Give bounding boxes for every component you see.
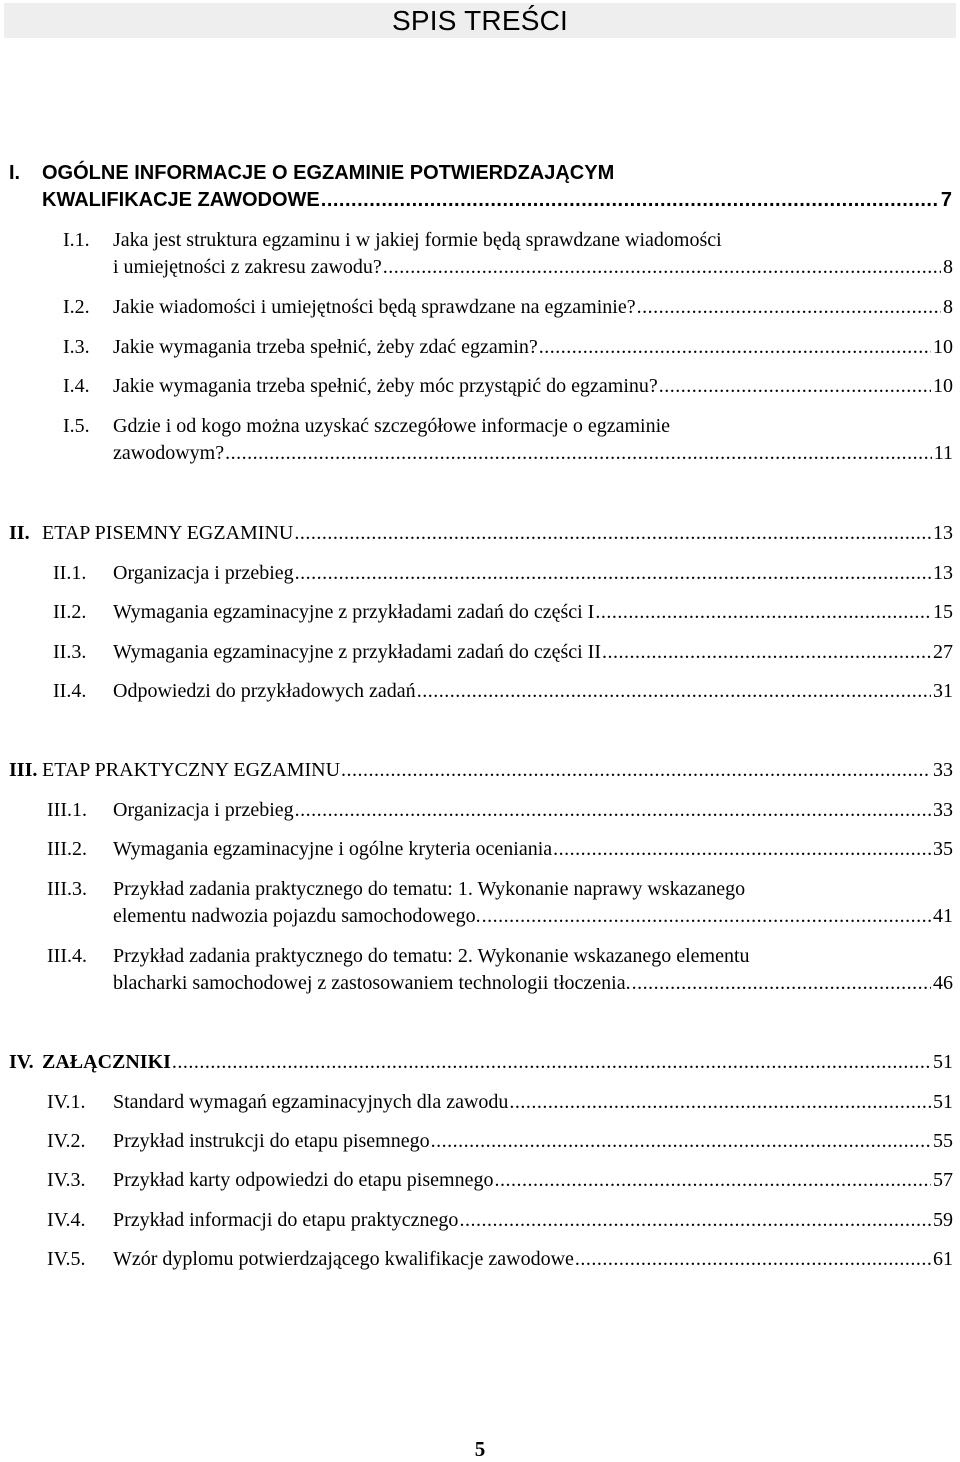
- section-number: IV.: [9, 1051, 34, 1073]
- page-ref: 31: [933, 680, 953, 702]
- entry-number: III.2.: [47, 838, 87, 860]
- entry-number: I.3.: [63, 336, 90, 358]
- section-number: III.: [9, 759, 38, 781]
- toc-entry[interactable]: [113, 1089, 953, 1115]
- page-ref: 57: [933, 1169, 953, 1191]
- entry-title: ETAP PISEMNY EGZAMINU: [42, 522, 294, 544]
- toc-entry-section[interactable]: [42, 757, 953, 783]
- dot-leader: [417, 678, 931, 704]
- entry-title: blacharki samochodowej z zastosowaniem technologii tłoczenia.: [113, 972, 631, 994]
- entry-number: IV.2.: [47, 1130, 86, 1152]
- dot-leader: [431, 1128, 931, 1154]
- entry-number: IV.1.: [47, 1091, 86, 1113]
- toc-entry[interactable]: [113, 639, 953, 665]
- dot-leader: [295, 797, 931, 823]
- page-ref: 15: [933, 601, 953, 623]
- toc-entry[interactable]: [113, 1207, 953, 1233]
- dot-leader: [172, 1049, 931, 1075]
- page-number: 5: [474, 1437, 486, 1461]
- entry-title-line: [113, 943, 953, 969]
- dot-leader: [509, 1089, 931, 1115]
- toc-entry[interactable]: [113, 254, 953, 280]
- entry-number: III.4.: [47, 945, 87, 967]
- page-ref: 27: [933, 641, 953, 663]
- page-ref: 33: [933, 799, 953, 821]
- toc-entry[interactable]: [113, 294, 953, 320]
- entry-number: I.5.: [63, 415, 90, 437]
- entry-title: Przykład zadania praktycznego do tematu: 2. Wykonanie wskazanego elementu: [113, 945, 750, 967]
- page-ref: 51: [933, 1051, 953, 1073]
- dot-leader: [225, 440, 932, 466]
- toc-entry[interactable]: [113, 836, 953, 862]
- entry-title: Przykład informacji do etapu praktycznego: [113, 1209, 459, 1231]
- entry-title: Standard wymagań egzaminacyjnych dla zawodu: [113, 1091, 509, 1113]
- dot-leader: [321, 187, 939, 213]
- entry-title: ZAŁĄCZNIKI: [42, 1051, 171, 1073]
- toc-entry[interactable]: [113, 678, 953, 704]
- entry-title: Gdzie i od kogo można uzyskać szczegółowe informacje o egzaminie: [113, 415, 671, 437]
- dot-leader: [294, 520, 931, 546]
- toc-entry[interactable]: [113, 334, 953, 360]
- entry-title: Organizacja i przebieg: [113, 799, 294, 821]
- entry-title: Wymagania egzaminacyjne i ogólne kryteria oceniania: [113, 838, 553, 860]
- entry-title: Organizacja i przebieg: [113, 562, 294, 584]
- page-ref: 59: [933, 1209, 953, 1231]
- page-ref: 35: [933, 838, 953, 860]
- entry-number: II.2.: [53, 601, 87, 623]
- entry-number: II.3.: [53, 641, 87, 663]
- toc-entry[interactable]: [113, 1167, 953, 1193]
- section-number: I.: [9, 162, 21, 184]
- dot-leader: [575, 1246, 931, 1272]
- page-ref: 7: [940, 189, 952, 211]
- entry-title: Jaka jest struktura egzaminu i w jakiej formie będą sprawdzane wiadomości: [113, 229, 722, 251]
- entry-number: II.1.: [53, 562, 87, 584]
- entry-title: OGÓLNE INFORMACJE O EGZAMINIE POTWIERDZAJĄCYM: [42, 162, 615, 184]
- page-ref: 11: [933, 442, 953, 464]
- entry-number: I.4.: [63, 375, 90, 397]
- page-ref: 8: [943, 256, 953, 278]
- page-ref: 51: [933, 1091, 953, 1113]
- entry-title: elementu nadwozia pojazdu samochodowego.: [113, 905, 481, 927]
- dot-leader: [494, 1167, 931, 1193]
- dot-leader: [637, 294, 941, 320]
- entry-title: Wymagania egzaminacyjne z przykładami zadań do części II: [113, 641, 601, 663]
- page-ref: 8: [943, 296, 953, 318]
- toc-entry-section[interactable]: [42, 187, 952, 213]
- dot-leader: [539, 334, 931, 360]
- entry-title: Jakie wymagania trzeba spełnić, żeby móc przystąpić do egzaminu?: [113, 375, 658, 397]
- entry-number: IV.5.: [47, 1248, 86, 1270]
- toc-entry[interactable]: [113, 1128, 953, 1154]
- entry-title-line: [113, 227, 953, 253]
- entry-title: KWALIFIKACJE ZAWODOWE: [42, 189, 320, 211]
- toc-entry-section[interactable]: [42, 1049, 953, 1075]
- toc-entry[interactable]: [113, 1246, 953, 1272]
- dot-leader: [459, 1207, 931, 1233]
- dot-leader: [341, 757, 931, 783]
- dot-leader: [659, 373, 931, 399]
- entry-number: III.3.: [47, 878, 87, 900]
- page-ref: 41: [933, 905, 953, 927]
- entry-title: Wzór dyplomu potwierdzającego kwalifikacje zawodowe: [113, 1248, 574, 1270]
- toc-entry[interactable]: [113, 440, 953, 466]
- entry-title: i umiejętności z zakresu zawodu?: [113, 256, 382, 278]
- toc-entry[interactable]: [113, 797, 953, 823]
- dot-leader: [295, 560, 931, 586]
- dot-leader: [553, 836, 931, 862]
- entry-title: Przykład karty odpowiedzi do etapu pisemnego: [113, 1169, 494, 1191]
- entry-title-line: [113, 876, 953, 902]
- entry-title: ETAP PRAKTYCZNY EGZAMINU: [42, 759, 341, 781]
- dot-leader: [632, 970, 931, 996]
- entry-number: III.1.: [47, 799, 87, 821]
- dot-leader: [602, 639, 931, 665]
- page-ref: 33: [933, 759, 953, 781]
- toc-entry[interactable]: [113, 970, 953, 996]
- entry-title: Odpowiedzi do przykładowych zadań: [113, 680, 416, 702]
- entry-title-line: [113, 413, 953, 439]
- page-ref: 13: [933, 522, 953, 544]
- entry-title: Jakie wiadomości i umiejętności będą sprawdzane na egzaminie?: [113, 296, 636, 318]
- toc-entry[interactable]: [113, 903, 953, 929]
- title-band: [4, 3, 956, 38]
- dot-leader: [383, 254, 941, 280]
- page-ref: 46: [933, 972, 953, 994]
- section-title-line: [42, 160, 902, 186]
- page-ref: 13: [933, 562, 953, 584]
- dot-leader: [482, 903, 931, 929]
- page-ref: 10: [933, 375, 953, 397]
- entry-number: IV.4.: [47, 1209, 86, 1231]
- toc-entry-section[interactable]: [42, 520, 953, 546]
- entry-number: II.4.: [53, 680, 87, 702]
- entry-title: Przykład instrukcji do etapu pisemnego: [113, 1130, 430, 1152]
- section-number: II.: [9, 522, 30, 544]
- entry-title: Jakie wymagania trzeba spełnić, żeby zdać egzamin?: [113, 336, 538, 358]
- page-title: SPIS TREŚCI: [392, 5, 568, 36]
- page-ref: 55: [933, 1130, 953, 1152]
- entry-number: I.2.: [63, 296, 90, 318]
- page-ref: 61: [933, 1248, 953, 1270]
- entry-title: Wymagania egzaminacyjne z przykładami zadań do części I: [113, 601, 595, 623]
- entry-title: Przykład zadania praktycznego do tematu: 1. Wykonanie naprawy wskazanego: [113, 878, 746, 900]
- toc-entry[interactable]: [113, 560, 953, 586]
- entry-number: I.1.: [63, 229, 90, 251]
- entry-title: zawodowym?: [113, 442, 225, 464]
- toc-entry[interactable]: [113, 599, 953, 625]
- page-ref: 10: [933, 336, 953, 358]
- entry-number: IV.3.: [47, 1169, 86, 1191]
- dot-leader: [595, 599, 931, 625]
- toc-entry[interactable]: [113, 373, 953, 399]
